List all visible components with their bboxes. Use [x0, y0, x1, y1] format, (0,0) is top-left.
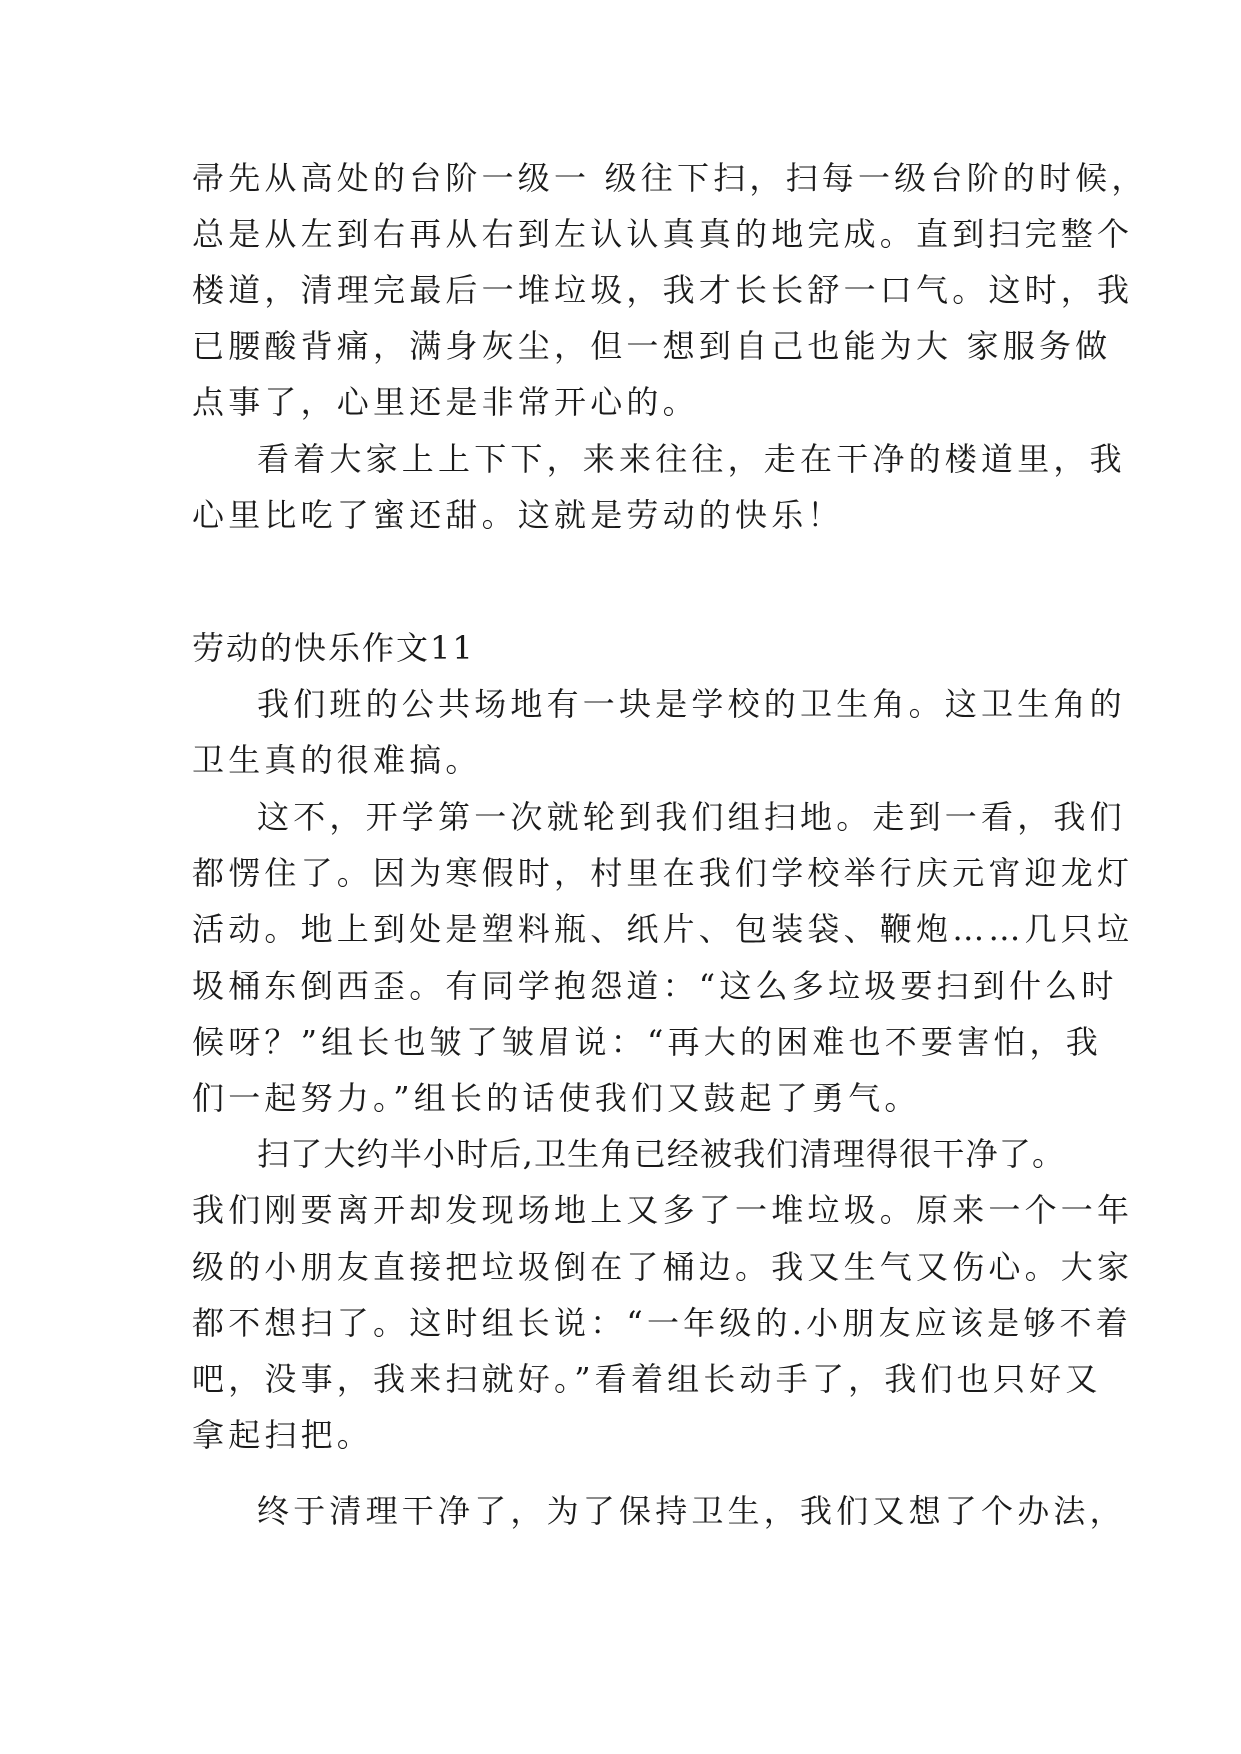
paragraph-line: 总是从左到右再从右到左认认真真的地完成。直到扫完整个: [192, 215, 1134, 253]
paragraph-line: 帚先从高处的台阶一级一 级往下扫，扫每一级台阶的时候，: [192, 159, 1148, 197]
section-heading: 劳动的快乐作文11: [192, 629, 475, 667]
paragraph-line: 吧，没事，我来扫就好。”看着组长动手了，我们也只好又: [192, 1360, 1102, 1398]
paragraph-line: 看着大家上上下下，来来往往，走在干净的楼道里，我: [257, 440, 1126, 478]
paragraph-line: 们一起努力。”组长的话使我们又鼓起了勇气。: [192, 1079, 921, 1117]
paragraph-line: 级的小朋友直接把垃圾倒在了桶边。我又生气又伤心。大家: [192, 1248, 1134, 1286]
paragraph-line: 都愣住了。因为寒假时，村里在我们学校举行庆元宵迎龙灯: [192, 854, 1134, 892]
paragraph-line: 卫生真的很难搞。: [192, 741, 482, 779]
paragraph-line: 已腰酸背痛，满身灰尘，但一想到自己也能为大 家服务做: [192, 327, 1112, 365]
paragraph-line: 我们刚要离开却发现场地上又多了一堆垃圾。原来一个一年: [192, 1191, 1134, 1229]
paragraph-line: 楼道，清理完最后一堆垃圾，我才长长舒一口气。这时，我: [192, 271, 1134, 309]
paragraph-line: 圾桶东倒西歪。有同学抱怨道：“这么多垃圾要扫到什么时: [192, 967, 1118, 1005]
paragraph-line: 都不想扫了。这时组长说：“一年级的.小朋友应该是够不着: [192, 1304, 1132, 1342]
paragraph-line: 终于清理干净了，为了保持卫生，我们又想了个办法，: [257, 1492, 1126, 1530]
paragraph-line: 扫了大约半小时后,卫生角已经被我们清理得很干净了。: [257, 1135, 1066, 1173]
paragraph-line: 点事了，心里还是非常开心的。: [192, 383, 699, 421]
paragraph-line: 候呀？”组长也皱了皱眉说：“再大的困难也不要害怕，我: [192, 1023, 1102, 1061]
paragraph-line: 我们班的公共场地有一块是学校的卫生角。这卫生角的: [257, 685, 1126, 723]
paragraph-line: 活动。地上到处是塑料瓶、纸片、包装袋、鞭炮……几只垃: [192, 910, 1134, 948]
paragraph-line: 心里比吃了蜜还甜。这就是劳动的快乐！: [192, 496, 844, 534]
paragraph-line: 这不，开学第一次就轮到我们组扫地。走到一看，我们: [257, 798, 1126, 836]
paragraph-line: 拿起扫把。: [192, 1416, 374, 1454]
